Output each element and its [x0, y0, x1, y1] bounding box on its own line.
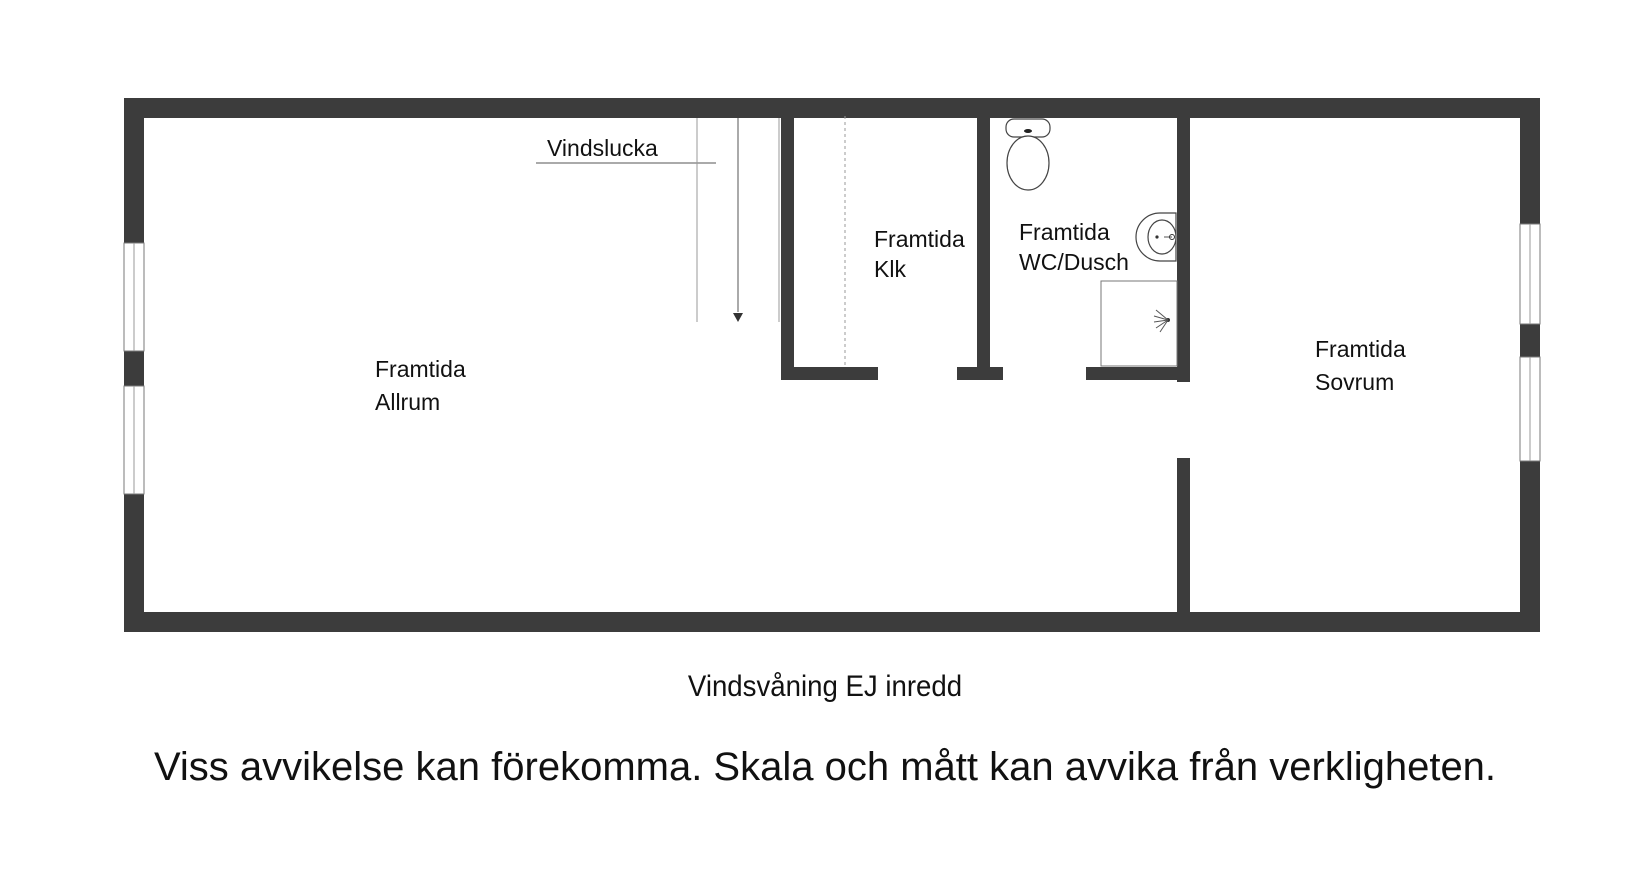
wall-kitchen-wc: [977, 116, 990, 380]
room-label-allrum-line2: Allrum: [375, 389, 441, 415]
wall-wc-stub: [957, 367, 1003, 380]
wall-kitchen-bottom: [781, 367, 878, 380]
room-label-allrum-line1: Framtida: [375, 356, 466, 382]
room-label-klk-line2: Klk: [874, 256, 906, 282]
outer-wall-left: [124, 98, 144, 632]
toilet-icon: [1006, 119, 1050, 190]
wall-bedroom-lower: [1177, 458, 1190, 616]
sink-icon: [1136, 213, 1176, 261]
plan-title: Vindsvåning EJ inredd: [687, 670, 963, 703]
room-label-sovrum-line2: Sovrum: [1315, 369, 1395, 395]
room-label-klk-line1: Framtida: [874, 226, 965, 252]
wall-kitchen-left: [781, 116, 794, 380]
wall-wc-bedroom: [1177, 116, 1190, 382]
arrow-down-icon: [733, 313, 743, 322]
outer-wall-bottom: [124, 612, 1540, 632]
room-label-wc-line2: WC/Dusch: [1019, 249, 1129, 275]
disclaimer-text: Viss avvikelse kan förekomma. Skala och mått kan avvika från verkligheten.: [153, 745, 1497, 789]
shower-icon: [1101, 281, 1177, 366]
room-label-sovrum-line1: Framtida: [1315, 336, 1406, 362]
room-label-wc-line1: Framtida: [1019, 219, 1110, 245]
vindslucka-label: Vindslucka: [547, 135, 658, 161]
outer-walls: [124, 98, 1540, 632]
outer-wall-top: [124, 98, 1540, 118]
wall-wc-bottom: [1086, 367, 1190, 380]
